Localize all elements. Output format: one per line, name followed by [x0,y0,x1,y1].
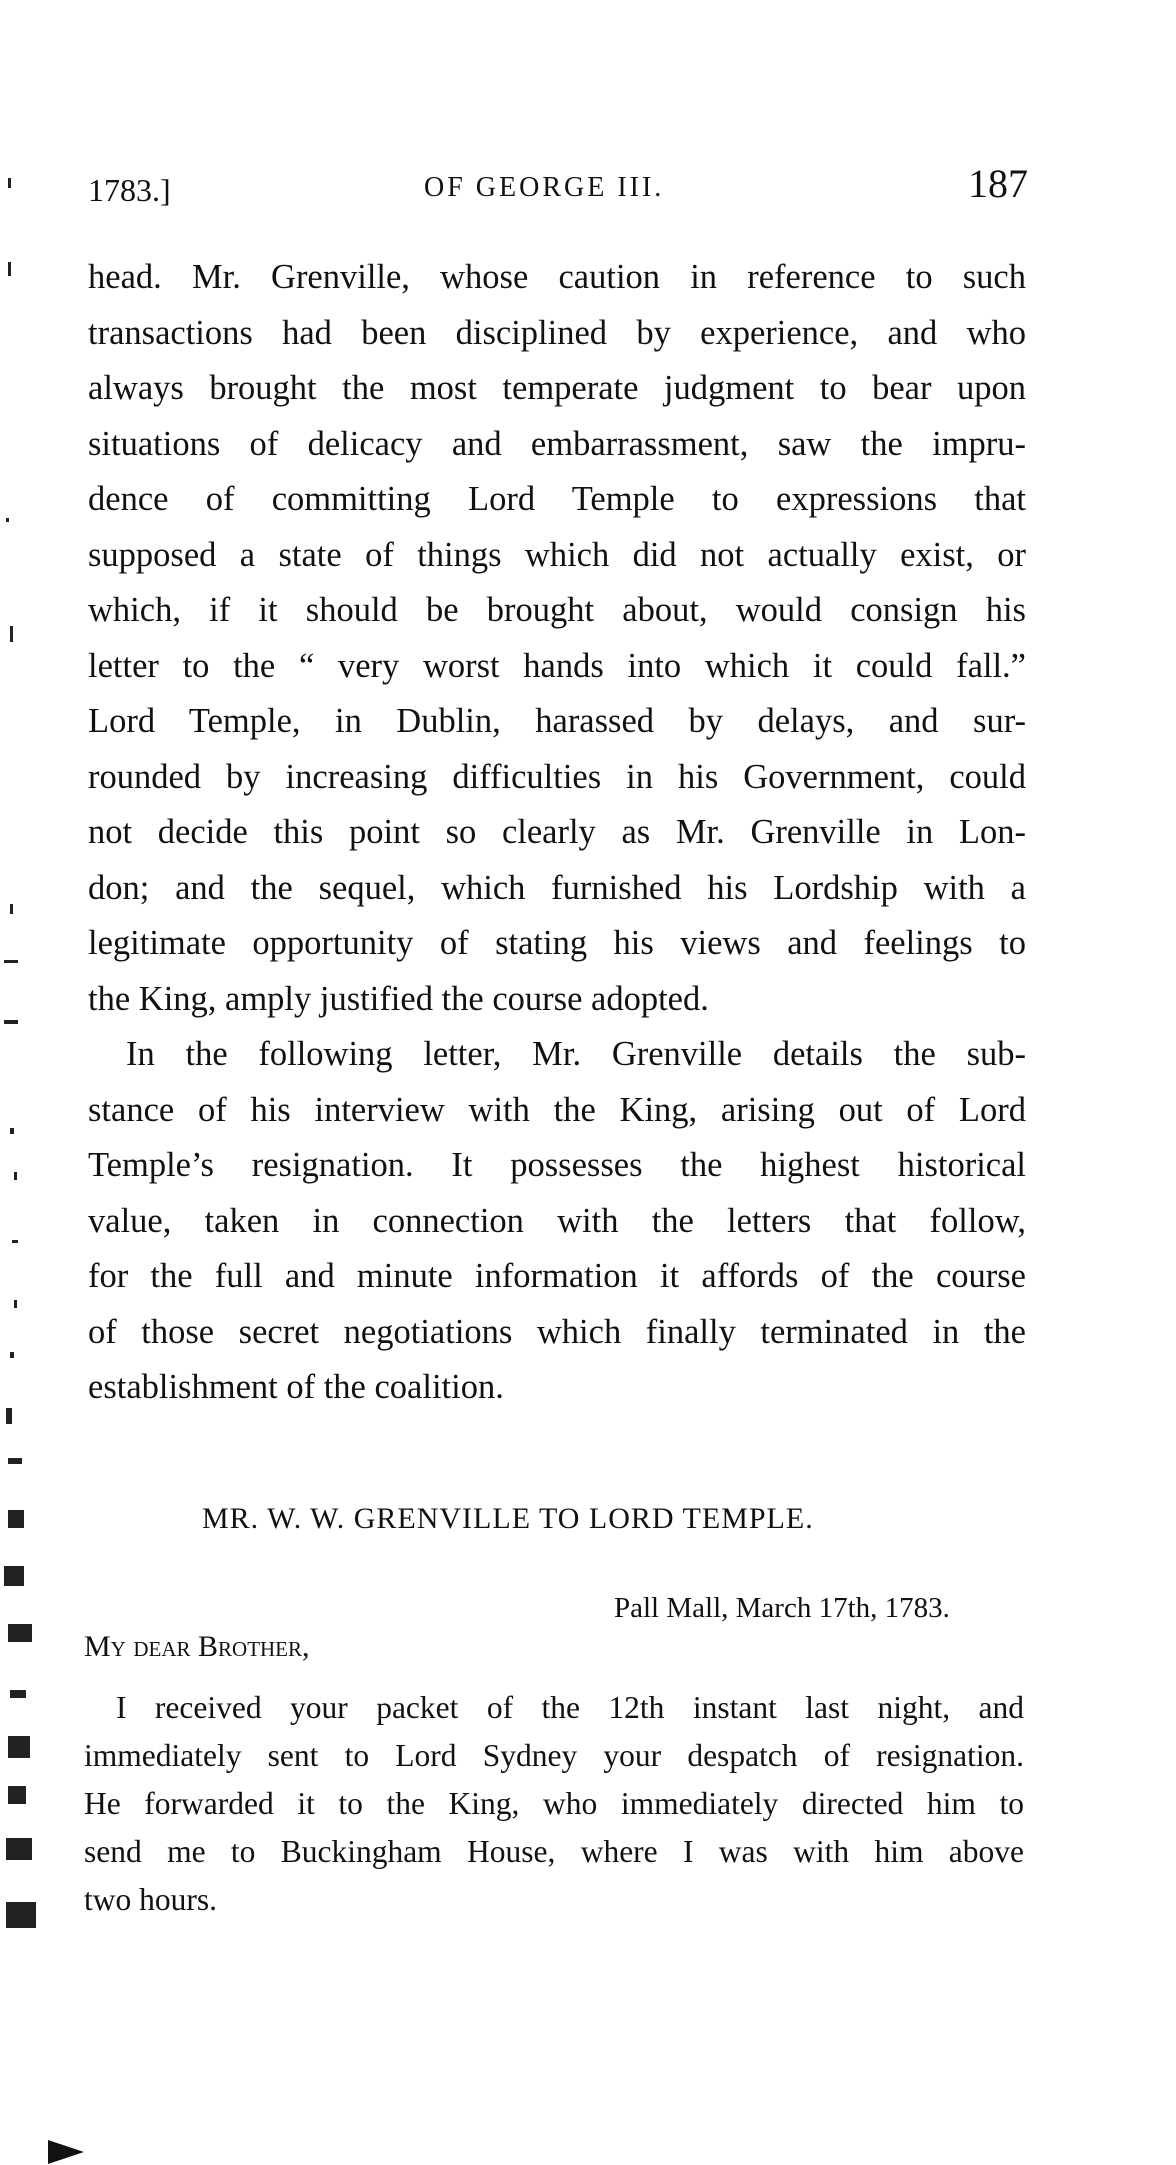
text-line: head. Mr. Grenville, whose caution in reference to such [88,258,1026,296]
text-line: letter to the “ very worst hands into which it could fall.” [88,646,1026,685]
text-line: not decide this point so clearly as Mr. Grenville in Lon- [88,813,1026,851]
running-header-title: OF GEORGE III. [424,172,665,203]
text-line: stance of his interview with the King, arising out of Lord [88,1090,1026,1129]
text-line: always brought the most temperate judgment to bear upon [88,369,1026,407]
text-line: which, if it should be brought about, would consign his [88,591,1026,629]
text-line: don; and the sequel, which furnished his Lordship with a [88,868,1026,907]
text-line: two hours. [84,1882,217,1917]
letter-heading: MR. W. W. GRENVILLE TO LORD TEMPLE. [202,1502,814,1535]
text-line: dence of committing Lord Temple to expressions that [88,480,1026,518]
text-line: Lord Temple, in Dublin, harassed by delays, and sur- [88,702,1026,740]
text-line: value, taken in connection with the letters that follow, [88,1201,1026,1240]
text-line: Temple’s resignation. It possesses the highest historical [88,1146,1026,1184]
text-line: situations of delicacy and embarrassment, saw the impru- [88,424,1026,463]
text-line: send me to Buckingham House, where I was with him above [84,1834,1024,1869]
text-line: supposed a state of things which did not actually exist, or [88,535,1026,574]
paragraph [88,1027,1026,1416]
paragraph [88,250,1026,1027]
page-number: 187 [968,161,1028,206]
letter-dateline: Pall Mall, March 17th, 1783. [614,1592,950,1624]
margin-scan-marks [0,0,60,2165]
text-line: immediately sent to Lord Sydney your despatch of resignation. [84,1738,1024,1773]
letter-body [84,1684,1024,1924]
text-line: I received your packet of the 12th instant last night, and [116,1690,1024,1725]
text-line: of those secret negotiations which finally terminated in the [88,1312,1026,1351]
text-line: for the full and minute information it affords of the course [88,1257,1026,1295]
body-text [88,250,1026,1416]
scan-arrow-mark [48,2140,84,2164]
running-header-year: 1783.] [88,172,171,208]
text-line: legitimate opportunity of stating his views and feelings to [88,924,1026,962]
text-line: transactions had been disciplined by experience, and who [88,313,1026,352]
text-line: rounded by increasing difficulties in his Government, could [88,757,1026,796]
text-line: In the following letter, Mr. Grenville details the sub- [126,1035,1026,1073]
text-line: He forwarded it to the King, who immediately directed him to [84,1786,1024,1821]
text-line: establishment of the coalition. [88,1368,504,1406]
text-line: the King, amply justified the course adopted. [88,979,709,1018]
letter-salutation: My dear Brother, [84,1630,310,1663]
